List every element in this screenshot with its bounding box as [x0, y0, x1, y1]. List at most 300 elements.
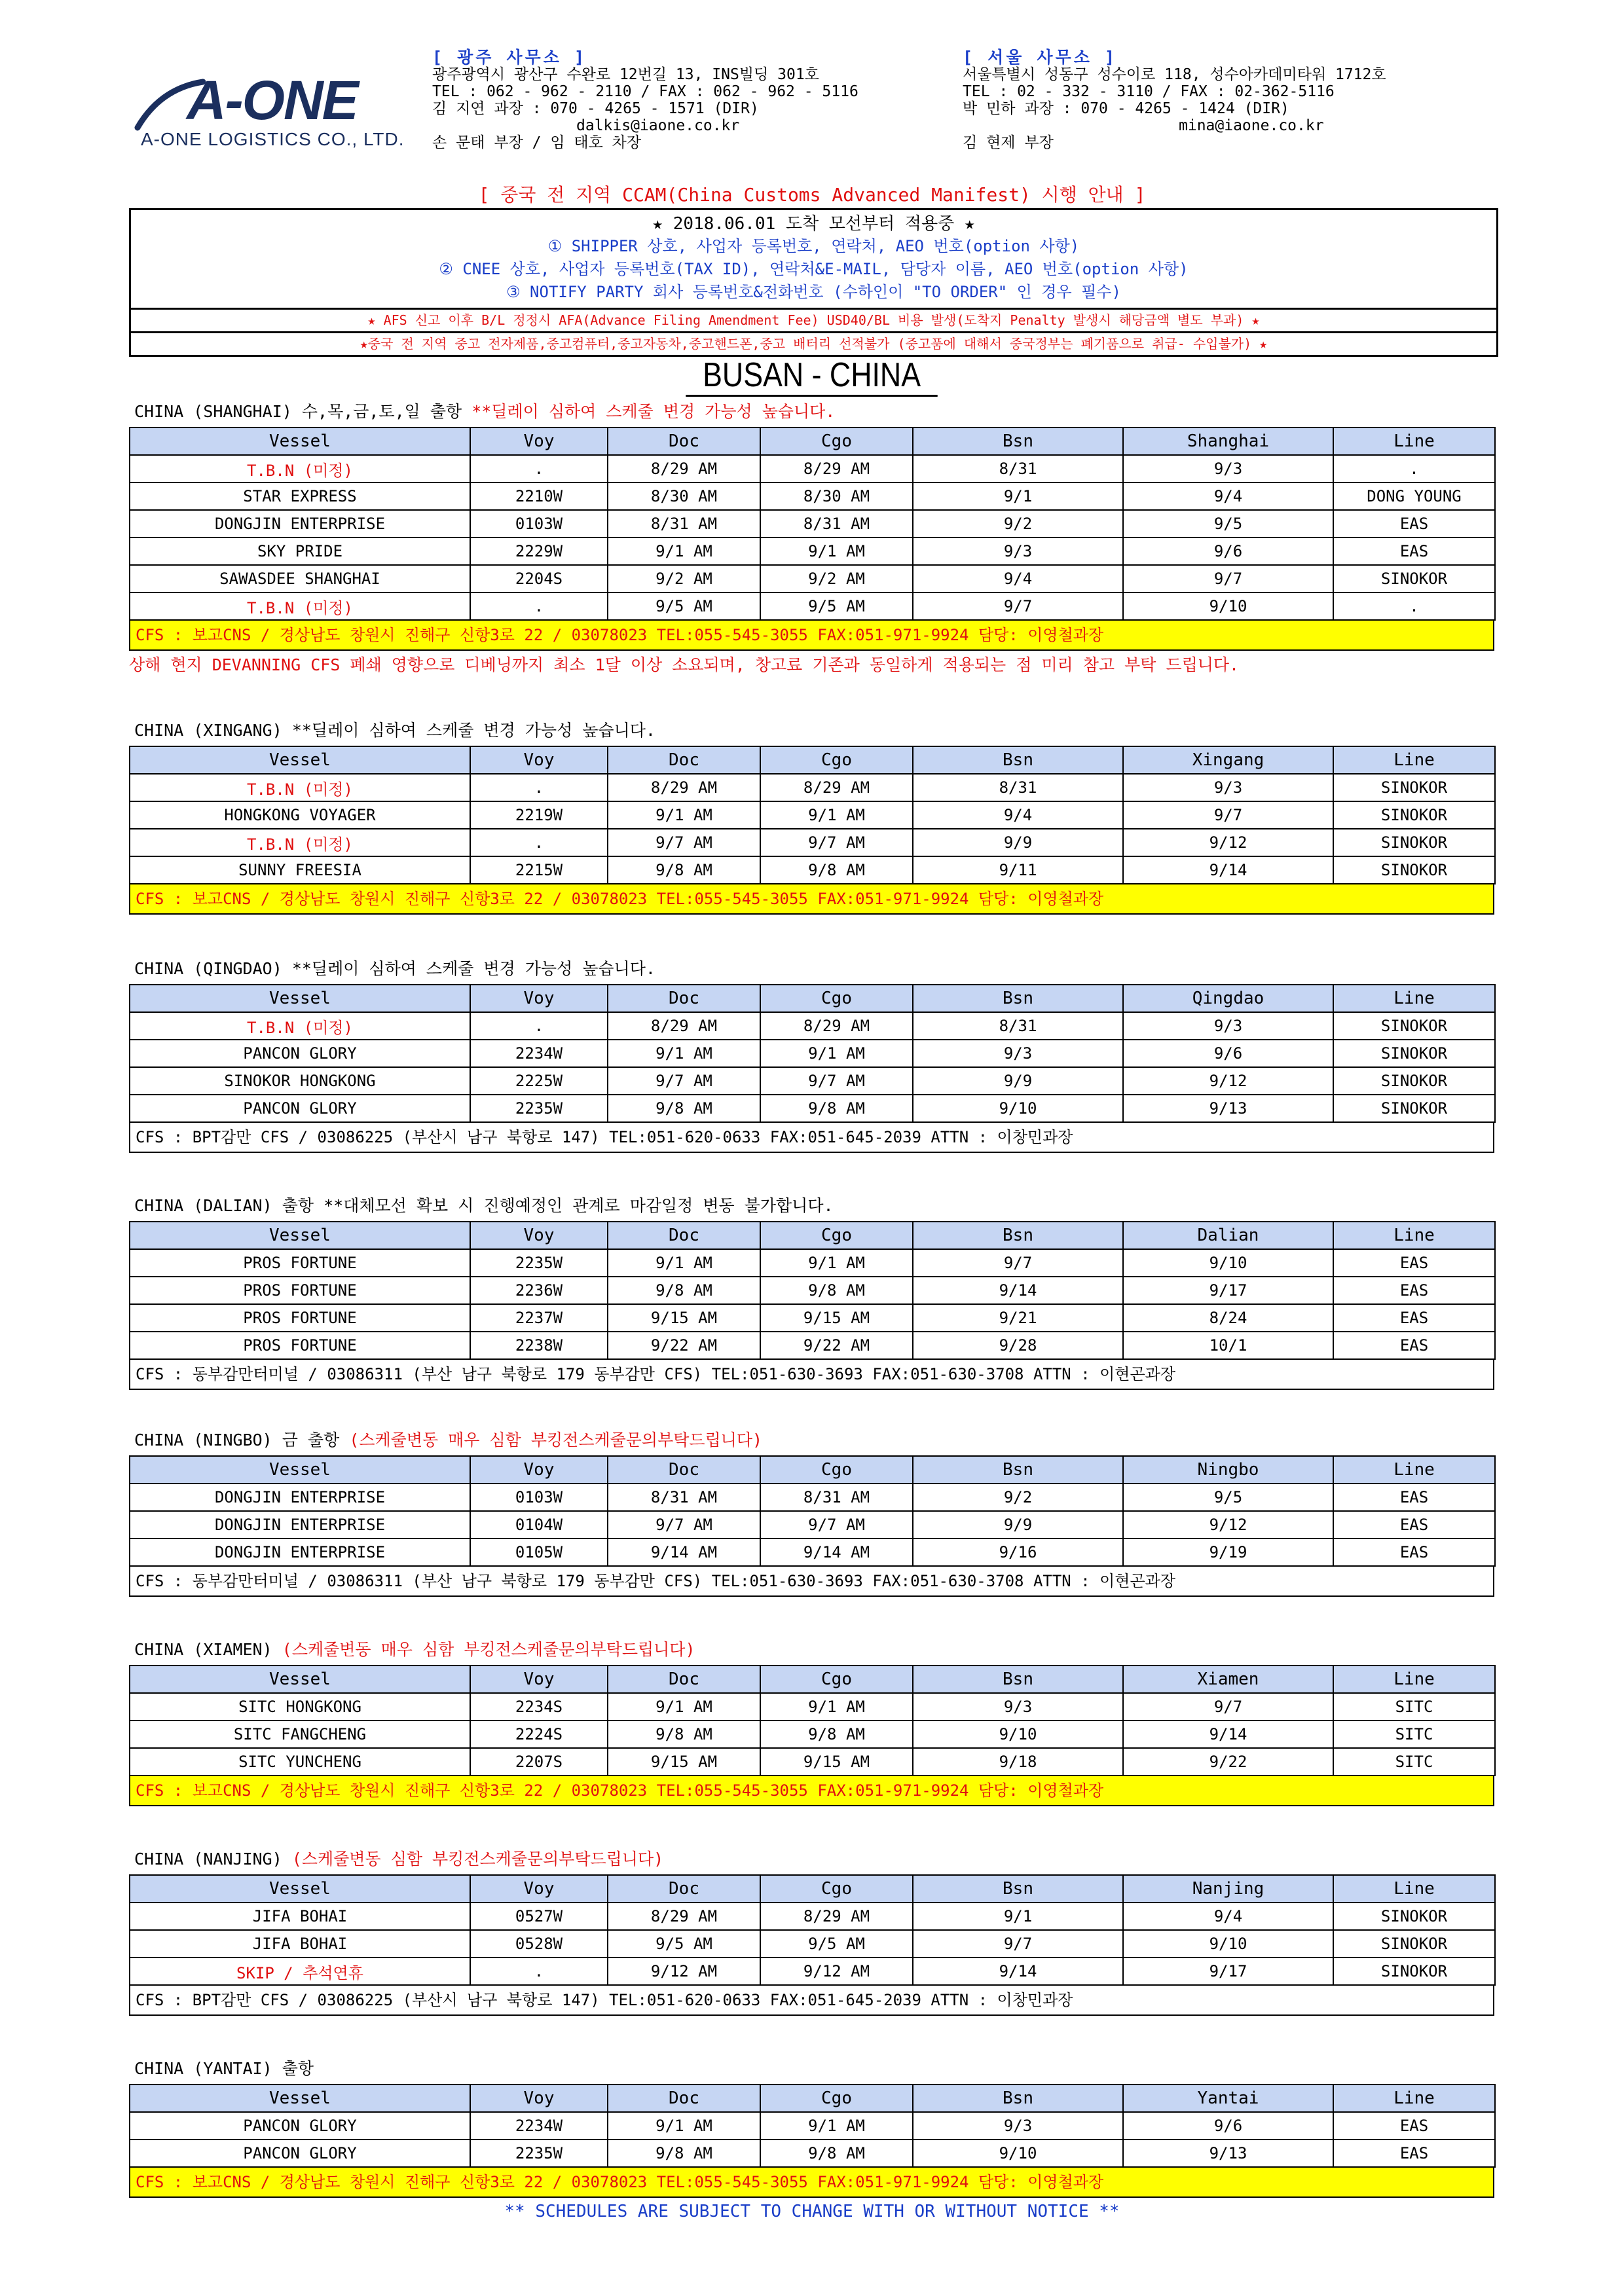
- table-cell: 9/13: [1123, 2140, 1333, 2167]
- office-title: [ 서울 사무소 ]: [963, 48, 1118, 67]
- column-header: Qingdao: [1123, 985, 1333, 1012]
- cfs-info: CFS : 동부감만터미널 / 03086311 (부산 남구 북항로 179 동부감만 CFS) TEL:051-630-3693 FAX:051-630-3708 ATTN : 이현곤과장: [129, 1360, 1494, 1390]
- table-cell: 9/1 AM: [608, 801, 760, 829]
- table-cell: 2235W: [470, 1249, 608, 1277]
- table-cell: 2225W: [470, 1067, 608, 1095]
- table-cell: EAS: [1333, 538, 1495, 565]
- table-cell: 9/3: [913, 1040, 1123, 1067]
- table-cell: 9/5 AM: [760, 592, 913, 620]
- table-cell: 9/4: [1123, 1903, 1333, 1930]
- table-cell: 2229W: [470, 538, 608, 565]
- schedule-table: [129, 984, 1496, 1123]
- section-title: [129, 1844, 1494, 1874]
- table-header-row: [130, 1222, 1495, 1249]
- table-cell: SINOKOR: [1333, 1012, 1495, 1040]
- table-cell: SINOKOR: [1333, 1903, 1495, 1930]
- table-cell: SINOKOR: [1333, 1067, 1495, 1095]
- column-header: Doc: [608, 1875, 760, 1903]
- cfs-info: CFS : 보고CNS / 경상남도 창원시 진해구 신항3로 22 / 03078023 TEL:055-545-3055 FAX:051-971-9924 담당: 이영철과장: [129, 621, 1494, 651]
- table-cell: 9/1 AM: [608, 2112, 760, 2140]
- table-header-row: [130, 1875, 1495, 1903]
- table-cell: 9/1 AM: [608, 1693, 760, 1721]
- notice-box: [129, 208, 1498, 357]
- table-cell: 9/12: [1123, 1511, 1333, 1539]
- column-header: Vessel: [130, 1875, 470, 1903]
- table-cell: .: [470, 1958, 608, 1985]
- table-cell: SKY PRIDE: [130, 538, 470, 565]
- table-row: [130, 1095, 1495, 1122]
- column-header: Bsn: [913, 1222, 1123, 1249]
- column-header: Line: [1333, 1456, 1495, 1484]
- table-cell: 9/1: [913, 1903, 1123, 1930]
- table-cell: 9/8 AM: [608, 2140, 760, 2167]
- column-header: Xingang: [1123, 746, 1333, 774]
- notice-main: [131, 210, 1496, 310]
- table-row: [130, 510, 1495, 538]
- table-cell: 8/29 AM: [608, 1903, 760, 1930]
- table-cell: 9/7: [1123, 1693, 1333, 1721]
- section-title-text: CHINA (QINGDAO) **딜레이 심하여 스케줄 변경 가능성 높습니다.: [134, 959, 655, 978]
- table-cell: 2219W: [470, 801, 608, 829]
- table-cell: 9/19: [1123, 1539, 1333, 1566]
- table-cell: 9/7 AM: [760, 1067, 913, 1095]
- column-header: Voy: [470, 2085, 608, 2112]
- column-header: Vessel: [130, 1456, 470, 1484]
- column-header: Line: [1333, 2085, 1495, 2112]
- table-row: [130, 1693, 1495, 1721]
- column-header: Cgo: [760, 2085, 913, 2112]
- table-cell: SINOKOR: [1333, 1930, 1495, 1958]
- table-row: [130, 1332, 1495, 1359]
- table-cell: .: [470, 829, 608, 856]
- table-cell: EAS: [1333, 510, 1495, 538]
- table-cell: SITC: [1333, 1721, 1495, 1748]
- table-header-row: [130, 2085, 1495, 2112]
- table-cell: 9/8 AM: [760, 1277, 913, 1304]
- schedule-table: [129, 1874, 1496, 1986]
- company-logo: [134, 69, 422, 154]
- table-cell: 2235W: [470, 1095, 608, 1122]
- section-title-text: CHINA (DALIAN) 출항 **대체모선 확보 시 진행예정인 관계로 마감일정 변동 불가합니다.: [134, 1196, 834, 1215]
- table-row: [130, 455, 1495, 483]
- table-cell: 9/8 AM: [760, 1095, 913, 1122]
- column-header: Ningbo: [1123, 1456, 1333, 1484]
- column-header: Line: [1333, 428, 1495, 455]
- column-header: Bsn: [913, 746, 1123, 774]
- table-cell: 2234W: [470, 2112, 608, 2140]
- table-cell: 10/1: [1123, 1332, 1333, 1359]
- table-cell: 2235W: [470, 2140, 608, 2167]
- table-cell: 9/12 AM: [760, 1958, 913, 1985]
- column-header: Shanghai: [1123, 428, 1333, 455]
- table-row: [130, 565, 1495, 592]
- table-cell: 9/2: [913, 510, 1123, 538]
- route-title: [0, 355, 1624, 397]
- table-cell: 9/7: [913, 1930, 1123, 1958]
- table-cell: 9/5 AM: [608, 592, 760, 620]
- table-cell: 9/7 AM: [608, 829, 760, 856]
- table-cell: 9/15 AM: [760, 1304, 913, 1332]
- table-cell: 9/1 AM: [760, 2112, 913, 2140]
- table-cell: 9/22 AM: [608, 1332, 760, 1359]
- table-row: [130, 1958, 1495, 1985]
- column-header: Doc: [608, 1666, 760, 1693]
- column-header: Cgo: [760, 746, 913, 774]
- table-cell: 9/8 AM: [608, 1277, 760, 1304]
- column-header: Line: [1333, 1222, 1495, 1249]
- section-title-alert: (스케줄변동 매우 심함 부킹전스케줄문의부탁드립니다): [349, 1430, 763, 1449]
- table-cell: 9/8 AM: [760, 856, 913, 884]
- table-cell: 9/22 AM: [760, 1332, 913, 1359]
- table-cell: 9/5 AM: [608, 1930, 760, 1958]
- section-xiamen: [129, 1635, 1494, 1806]
- table-cell: 0105W: [470, 1539, 608, 1566]
- table-cell: 0103W: [470, 1484, 608, 1511]
- table-row: [130, 483, 1495, 510]
- column-header: Doc: [608, 2085, 760, 2112]
- table-cell: 9/5 AM: [760, 1930, 913, 1958]
- table-cell: 9/7: [1123, 801, 1333, 829]
- section-title: [129, 1425, 1494, 1455]
- table-cell: 8/31: [913, 774, 1123, 801]
- table-row: [130, 1930, 1495, 1958]
- table-cell: 8/29 AM: [760, 1012, 913, 1040]
- table-cell: 8/31 AM: [608, 510, 760, 538]
- table-header-row: [130, 746, 1495, 774]
- table-cell: EAS: [1333, 1511, 1495, 1539]
- table-cell: DONGJIN ENTERPRISE: [130, 510, 470, 538]
- table-cell: SITC HONGKONG: [130, 1693, 470, 1721]
- column-header: Line: [1333, 1875, 1495, 1903]
- table-cell: EAS: [1333, 2140, 1495, 2167]
- table-cell: 9/14: [913, 1277, 1123, 1304]
- column-header: Voy: [470, 746, 608, 774]
- table-cell: 9/10: [913, 2140, 1123, 2167]
- section-title: [129, 1191, 1494, 1221]
- table-cell: 9/14: [1123, 1721, 1333, 1748]
- table-cell: 9/3: [913, 538, 1123, 565]
- table-cell: SKIP / 추석연휴: [130, 1958, 470, 1985]
- table-cell: 9/8 AM: [608, 1721, 760, 1748]
- cfs-info: CFS : BPT감만 CFS / 03086225 (부산시 남구 북항로 147) TEL:051-620-0633 FAX:051-645-2039 ATTN : 이창민과장: [129, 1986, 1494, 2016]
- cfs-info: CFS : 보고CNS / 경상남도 창원시 진해구 신항3로 22 / 03078023 TEL:055-545-3055 FAX:051-971-9924 담당: 이영철과장: [129, 2168, 1494, 2198]
- table-row: [130, 1511, 1495, 1539]
- table-cell: 8/29 AM: [760, 774, 913, 801]
- table-row: [130, 2112, 1495, 2140]
- table-cell: SINOKOR: [1333, 774, 1495, 801]
- table-cell: 9/4: [913, 565, 1123, 592]
- table-row: [130, 1277, 1495, 1304]
- table-cell: 9/1 AM: [760, 1040, 913, 1067]
- table-row: [130, 1484, 1495, 1511]
- table-row: [130, 774, 1495, 801]
- table-cell: 9/6: [1123, 1040, 1333, 1067]
- table-cell: PROS FORTUNE: [130, 1277, 470, 1304]
- table-row: [130, 1249, 1495, 1277]
- table-cell: 8/31 AM: [608, 1484, 760, 1511]
- column-header: Voy: [470, 1875, 608, 1903]
- table-header-row: [130, 1456, 1495, 1484]
- table-cell: 9/4: [1123, 483, 1333, 510]
- table-cell: 9/7 AM: [608, 1511, 760, 1539]
- notice-title: [ 중국 전 지역 CCAM(China Customs Advanced Manifest) 시행 안내 ]: [478, 184, 1146, 206]
- office-seoul: [963, 49, 1386, 151]
- table-cell: 9/2: [913, 1484, 1123, 1511]
- schedule-table: [129, 1221, 1496, 1360]
- table-cell: 9/17: [1123, 1277, 1333, 1304]
- column-header: Doc: [608, 746, 760, 774]
- column-header: Voy: [470, 1666, 608, 1693]
- table-cell: 2210W: [470, 483, 608, 510]
- section-title: [129, 716, 1494, 746]
- table-header-row: [130, 985, 1495, 1012]
- table-row: [130, 1040, 1495, 1067]
- column-header: Cgo: [760, 985, 913, 1012]
- column-header: Doc: [608, 1456, 760, 1484]
- section-title: [129, 397, 1494, 427]
- table-cell: 9/3: [1123, 774, 1333, 801]
- company-name: A-ONE LOGISTICS CO., LTD.: [141, 129, 405, 149]
- cfs-info: CFS : 보고CNS / 경상남도 창원시 진해구 신항3로 22 / 03078023 TEL:055-545-3055 FAX:051-971-9924 담당: 이영철과장: [129, 1776, 1494, 1806]
- footer-note: ** SCHEDULES ARE SUBJECT TO CHANGE WITH OR WITHOUT NOTICE **: [504, 2202, 1120, 2221]
- table-cell: .: [470, 774, 608, 801]
- table-cell: 9/7: [1123, 565, 1333, 592]
- table-cell: 9/15 AM: [608, 1304, 760, 1332]
- table-cell: PROS FORTUNE: [130, 1304, 470, 1332]
- table-cell: T.B.N (미정): [130, 592, 470, 620]
- section-xingang: [129, 716, 1494, 915]
- table-cell: SITC: [1333, 1693, 1495, 1721]
- column-header: Bsn: [913, 1456, 1123, 1484]
- table-cell: EAS: [1333, 2112, 1495, 2140]
- section-dalian: [129, 1191, 1494, 1390]
- cfs-info: CFS : 보고CNS / 경상남도 창원시 진해구 신항3로 22 / 03078023 TEL:055-545-3055 FAX:051-971-9924 담당: 이영철과장: [129, 884, 1494, 915]
- table-cell: T.B.N (미정): [130, 829, 470, 856]
- table-cell: 8/29 AM: [760, 1903, 913, 1930]
- table-cell: 9/8 AM: [760, 1721, 913, 1748]
- office-gwangju: [432, 49, 858, 151]
- table-row: [130, 1748, 1495, 1776]
- table-cell: 9/3: [913, 1693, 1123, 1721]
- column-header: Bsn: [913, 428, 1123, 455]
- section-title-text: CHINA (YANTAI) 출항: [134, 2059, 314, 2078]
- table-cell: 8/29 AM: [760, 455, 913, 483]
- table-cell: 9/22: [1123, 1748, 1333, 1776]
- table-cell: SINOKOR: [1333, 565, 1495, 592]
- table-cell: 9/1: [913, 483, 1123, 510]
- table-cell: PANCON GLORY: [130, 1095, 470, 1122]
- column-header: Line: [1333, 985, 1495, 1012]
- table-cell: 9/4: [913, 801, 1123, 829]
- table-cell: 9/2 AM: [608, 565, 760, 592]
- table-cell: 8/29 AM: [608, 455, 760, 483]
- table-header-row: [130, 428, 1495, 455]
- column-header: Nanjing: [1123, 1875, 1333, 1903]
- table-cell: 9/15 AM: [608, 1748, 760, 1776]
- section-title-text: CHINA (XINGANG) **딜레이 심하여 스케줄 변경 가능성 높습니다.: [134, 721, 655, 740]
- table-row: [130, 1012, 1495, 1040]
- logo-wordmark: A-ONE: [187, 69, 358, 131]
- table-cell: 9/1 AM: [608, 1249, 760, 1277]
- column-header: Bsn: [913, 985, 1123, 1012]
- table-cell: 9/7: [913, 592, 1123, 620]
- table-cell: 9/8 AM: [608, 856, 760, 884]
- table-cell: DONG YOUNG: [1333, 483, 1495, 510]
- section-nanjing: [129, 1844, 1494, 2016]
- table-cell: SITC YUNCHENG: [130, 1748, 470, 1776]
- office-address: 서울특별시 성동구 성수이로 118, 성수아카데미타워 1712호: [963, 66, 1386, 83]
- table-cell: 9/16: [913, 1539, 1123, 1566]
- table-header-row: [130, 1666, 1495, 1693]
- table-cell: .: [1333, 592, 1495, 620]
- table-cell: 9/7 AM: [760, 1511, 913, 1539]
- table-cell: 9/1 AM: [760, 1693, 913, 1721]
- column-header: Xiamen: [1123, 1666, 1333, 1693]
- table-cell: 9/5: [1123, 1484, 1333, 1511]
- table-cell: EAS: [1333, 1304, 1495, 1332]
- table-cell: STAR EXPRESS: [130, 483, 470, 510]
- table-cell: 0528W: [470, 1930, 608, 1958]
- table-cell: 9/18: [913, 1748, 1123, 1776]
- office-phone: TEL : 062 - 962 - 2110 / FAX : 062 - 962 - 5116: [432, 83, 858, 100]
- table-cell: PANCON GLORY: [130, 1040, 470, 1067]
- table-cell: 9/7: [913, 1249, 1123, 1277]
- schedule-table: [129, 427, 1496, 621]
- office-staff: 김 현제 부장: [963, 134, 1054, 151]
- table-row: [130, 1304, 1495, 1332]
- table-cell: SINOKOR: [1333, 856, 1495, 884]
- section-title-text: CHINA (SHANGHAI) 수,목,금,토,일 출항: [134, 402, 472, 421]
- table-cell: 0104W: [470, 1511, 608, 1539]
- table-cell: 8/29 AM: [608, 774, 760, 801]
- column-header: Cgo: [760, 1666, 913, 1693]
- table-cell: 9/9: [913, 829, 1123, 856]
- section-title: [129, 1635, 1494, 1665]
- table-cell: 9/1 AM: [760, 1249, 913, 1277]
- office-staff: 손 문태 부장 / 임 태호 차장: [432, 134, 642, 151]
- table-cell: 8/31 AM: [760, 1484, 913, 1511]
- section-title-text: CHINA (XIAMEN): [134, 1640, 282, 1659]
- table-cell: 9/8 AM: [608, 1095, 760, 1122]
- table-row: [130, 801, 1495, 829]
- notice-headline: ★ 2018.06.01 도착 모선부터 적용중 ★: [652, 214, 975, 234]
- table-cell: 2234W: [470, 1040, 608, 1067]
- table-cell: EAS: [1333, 1249, 1495, 1277]
- table-cell: 9/10: [1123, 1930, 1333, 1958]
- table-cell: 2207S: [470, 1748, 608, 1776]
- table-cell: SINOKOR: [1333, 1095, 1495, 1122]
- table-cell: 9/1 AM: [760, 538, 913, 565]
- schedule-table: [129, 1665, 1496, 1776]
- table-cell: JIFA BOHAI: [130, 1930, 470, 1958]
- column-header: Cgo: [760, 428, 913, 455]
- table-cell: PANCON GLORY: [130, 2112, 470, 2140]
- office-email[interactable]: mina@iaone.co.kr: [1179, 117, 1324, 134]
- route-title-text: BUSAN - CHINA: [686, 355, 938, 397]
- table-row: [130, 1903, 1495, 1930]
- table-row: [130, 856, 1495, 884]
- table-cell: 2234S: [470, 1693, 608, 1721]
- table-cell: .: [470, 455, 608, 483]
- table-row: [130, 1539, 1495, 1566]
- column-header: Voy: [470, 985, 608, 1012]
- table-cell: 9/6: [1123, 538, 1333, 565]
- table-cell: PANCON GLORY: [130, 2140, 470, 2167]
- schedule-table: [129, 2084, 1496, 2168]
- table-cell: 9/2 AM: [760, 565, 913, 592]
- table-cell: 0527W: [470, 1903, 608, 1930]
- table-cell: PROS FORTUNE: [130, 1332, 470, 1359]
- table-cell: .: [470, 1012, 608, 1040]
- table-cell: DONGJIN ENTERPRISE: [130, 1539, 470, 1566]
- table-cell: DONGJIN ENTERPRISE: [130, 1511, 470, 1539]
- table-cell: 9/17: [1123, 1958, 1333, 1985]
- table-cell: 9/7 AM: [608, 1067, 760, 1095]
- table-cell: 9/8 AM: [760, 2140, 913, 2167]
- section-title: [129, 2054, 1494, 2084]
- section-title-text: CHINA (NANJING): [134, 1850, 292, 1868]
- table-cell: 9/10: [913, 1095, 1123, 1122]
- office-phone: TEL : 02 - 332 - 3110 / FAX : 02-362-5116: [963, 83, 1335, 100]
- table-cell: SINOKOR HONGKONG: [130, 1067, 470, 1095]
- table-cell: SINOKOR: [1333, 1040, 1495, 1067]
- section-qingdao: [129, 954, 1494, 1153]
- table-cell: SINOKOR: [1333, 1958, 1495, 1985]
- office-email[interactable]: dalkis@iaone.co.kr: [576, 117, 740, 134]
- table-cell: .: [1333, 455, 1495, 483]
- table-cell: EAS: [1333, 1484, 1495, 1511]
- section-title: [129, 954, 1494, 984]
- table-row: [130, 2140, 1495, 2167]
- table-cell: 9/6: [1123, 2112, 1333, 2140]
- table-row: [130, 538, 1495, 565]
- column-header: Vessel: [130, 428, 470, 455]
- table-cell: 9/10: [913, 1721, 1123, 1748]
- table-row: [130, 592, 1495, 620]
- column-header: Voy: [470, 1456, 608, 1484]
- table-cell: 9/28: [913, 1332, 1123, 1359]
- table-cell: 2237W: [470, 1304, 608, 1332]
- table-cell: 9/3: [1123, 1012, 1333, 1040]
- column-header: Vessel: [130, 1222, 470, 1249]
- section-note: 상해 현지 DEVANNING CFS 폐쇄 영향으로 디베닝까지 최소 1달 이상 소요되며, 창고료 기존과 동일하게 적용되는 점 미리 참고 부탁 드립니다.: [129, 655, 1240, 674]
- table-row: [130, 1067, 1495, 1095]
- section-yantai: [129, 2054, 1494, 2198]
- table-cell: 9/5: [1123, 510, 1333, 538]
- section-title-alert: (스케줄변동 심함 부킹전스케줄문의부탁드립니다): [291, 1850, 664, 1868]
- table-cell: 8/29 AM: [608, 1012, 760, 1040]
- table-cell: SITC: [1333, 1748, 1495, 1776]
- table-cell: T.B.N (미정): [130, 1012, 470, 1040]
- column-header: Cgo: [760, 1875, 913, 1903]
- column-header: Cgo: [760, 1456, 913, 1484]
- table-cell: 9/9: [913, 1511, 1123, 1539]
- column-header: Voy: [470, 428, 608, 455]
- table-cell: SINOKOR: [1333, 829, 1495, 856]
- table-cell: SAWASDEE SHANGHAI: [130, 565, 470, 592]
- table-cell: 9/9: [913, 1067, 1123, 1095]
- table-cell: 9/14 AM: [608, 1539, 760, 1566]
- column-header: Line: [1333, 1666, 1495, 1693]
- table-cell: DONGJIN ENTERPRISE: [130, 1484, 470, 1511]
- column-header: Vessel: [130, 985, 470, 1012]
- column-header: Voy: [470, 1222, 608, 1249]
- table-cell: 9/1 AM: [608, 1040, 760, 1067]
- column-header: Bsn: [913, 2085, 1123, 2112]
- table-cell: 9/10: [1123, 1249, 1333, 1277]
- notice-item: ② CNEE 상호, 사업자 등록번호(TAX ID), 연락처&E-MAIL, 담당자 이름, AEO 번호(option 사항): [439, 260, 1189, 278]
- section-shanghai: [129, 397, 1494, 680]
